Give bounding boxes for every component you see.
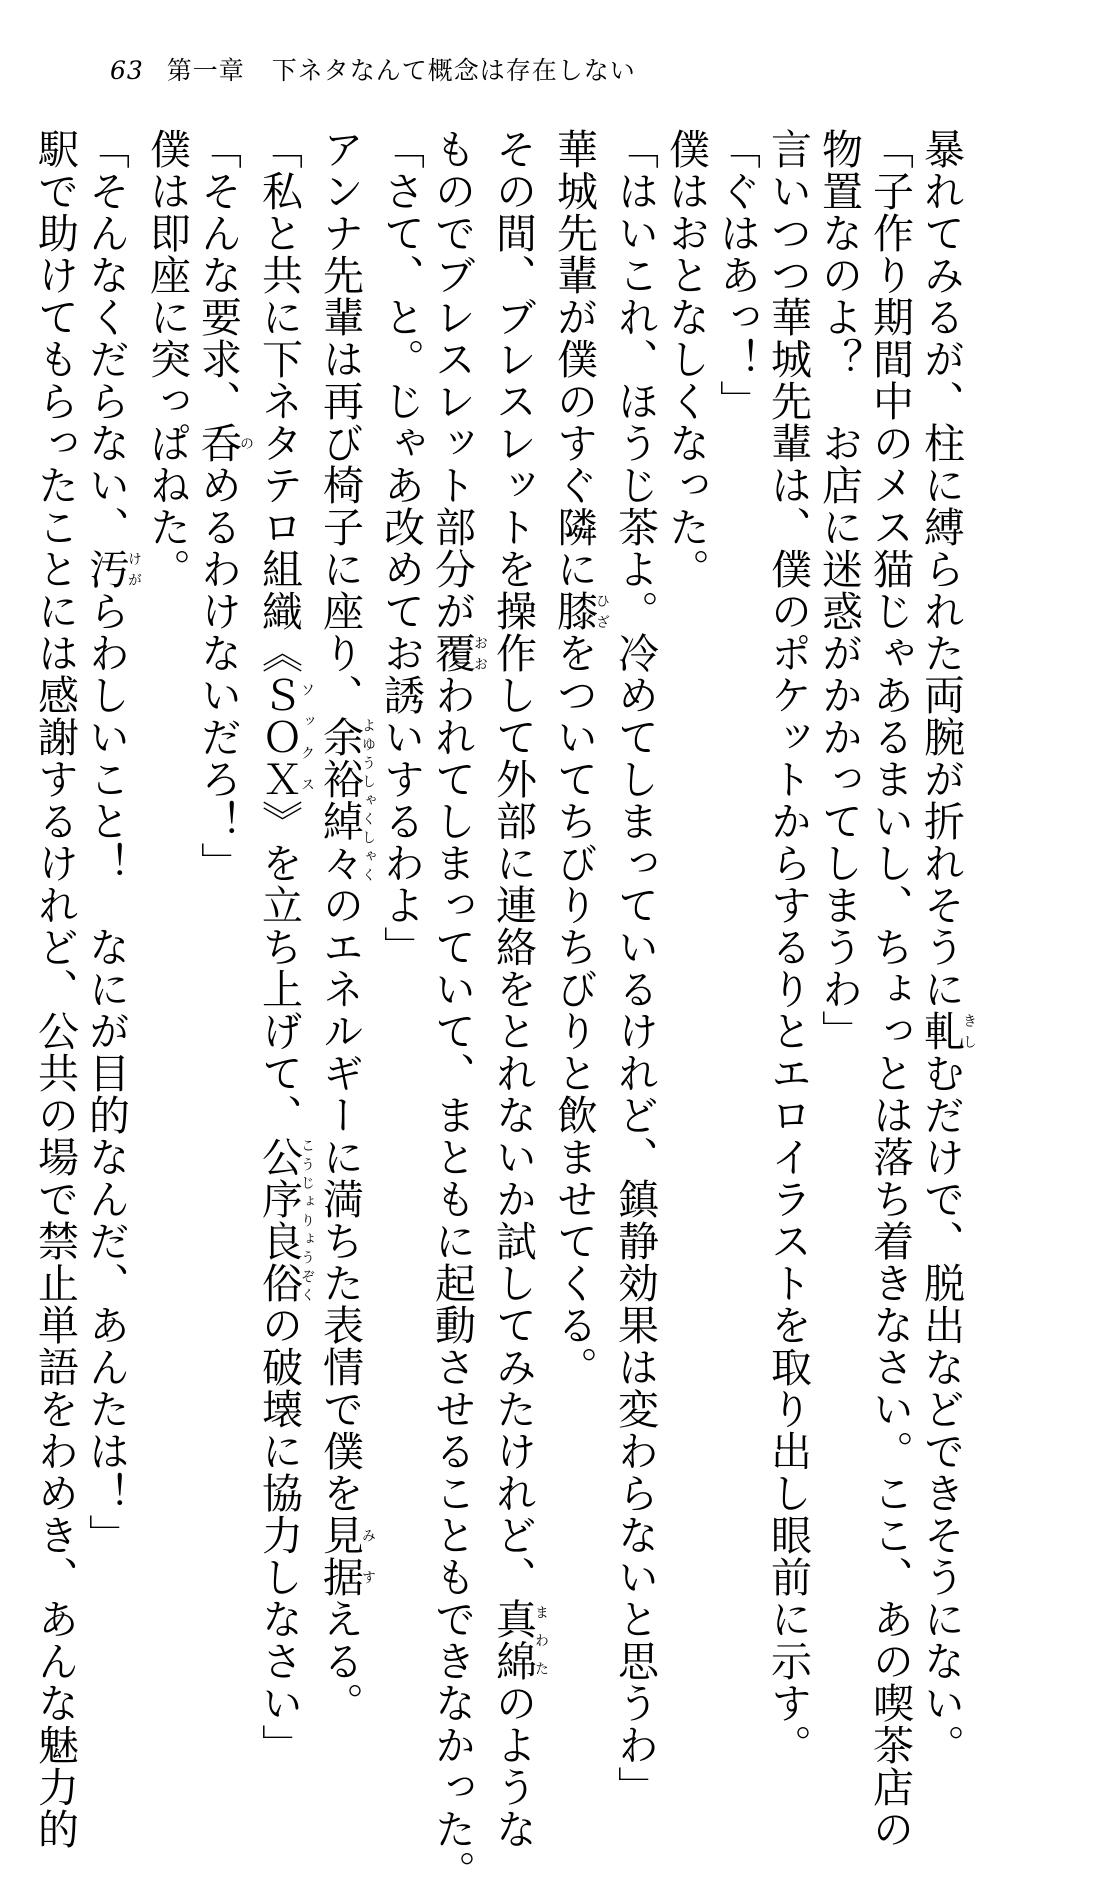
ruby-annotation: 膝ひざ bbox=[550, 590, 610, 632]
text-line: 物置なのよ？ お店に迷惑がかかってしまうわ」 bbox=[815, 128, 863, 1052]
ruby-annotation: 余裕綽々よゆうしゃくしゃく bbox=[316, 716, 376, 884]
ruby-annotation: ＳＯＸソックス bbox=[255, 674, 315, 800]
text-line: 華城先輩が僕のすぐ隣に膝ひざをついてちびりちびりと飲ませてくる。 bbox=[550, 128, 610, 1388]
ruby-annotation: 軋きし bbox=[917, 1010, 977, 1052]
ruby-annotation: 公序良俗こうじょりょうぞく bbox=[255, 1136, 315, 1304]
text-line: 僕はおとなしくなった。 bbox=[662, 128, 710, 590]
chapter-label: 第一章 bbox=[166, 56, 245, 85]
text-line: 駅で助けてもらったことには感謝するけれど、公共の場で禁止単語をわめき、あんな魅力的 bbox=[31, 128, 79, 1850]
ruby-annotation: 呑の bbox=[194, 422, 254, 464]
text-line: 「はいこれ、ほうじ茶よ。冷めてしまっているけれど、鎮静効果は変わらないと思うわ」 bbox=[611, 128, 659, 1808]
text-line: その間、ブレスレットを操作して外部に連絡をとれないか試してみたけれど、真綿まわたのような bbox=[489, 128, 549, 1850]
text-line: 「そんな要求、呑のめるわけないだろ！」 bbox=[194, 128, 254, 884]
ruby-annotation: 覆おお bbox=[428, 632, 488, 674]
ruby-annotation: 真綿まわた bbox=[489, 1598, 549, 1682]
chapter-title: 下ネタなんて概念は存在しない bbox=[271, 56, 636, 85]
text-line: 言いつつ華城先輩は、僕のポケットからするりとエロイラストを取り出し眼前に示す。 bbox=[764, 128, 812, 1766]
page-number: 63 bbox=[110, 56, 144, 85]
body-text bbox=[29, 128, 977, 1892]
ruby-annotation: 汚けが bbox=[82, 548, 142, 590]
page-header bbox=[110, 56, 636, 86]
text-line: アンナ先輩は再び椅子に座り、余裕綽々よゆうしゃくしゃくのエネルギーに満ちた表情で僕を見据みすえる。 bbox=[316, 128, 376, 1724]
text-line: 「そんなくだらない、汚けがらわしいこと！ なにが目的なんだ、あんたは！」 bbox=[82, 128, 142, 1556]
ruby-annotation: 見据みす bbox=[316, 1514, 376, 1598]
text-line: 「子作り期間中のメス猫じゃあるまいし、ちょっとは落ち着きなさい。ここ、あの喫茶店の bbox=[866, 128, 914, 1850]
text-line: 僕は即座に突っぱねた。 bbox=[143, 128, 191, 590]
text-line: 暴れてみるが、柱に縛られた両腕が折れそうに軋きしむだけで、脱出などできそうにない。 bbox=[917, 128, 977, 1766]
text-line: 「さて、と。じゃあ改めてお誘いするわよ」 bbox=[377, 128, 425, 968]
text-line: 「私と共に下ネタテロ組織《ＳＯＸソックス》を立ち上げて、公序良俗こうじょりょうぞくの破壊に協力しなさい」 bbox=[255, 128, 315, 1766]
text-line: ものでブレスレット部分が覆おおわれてしまっていて、まともに起動させることもできなかった。 bbox=[428, 128, 488, 1892]
text-line: 「ぐはあっ！」 bbox=[713, 128, 761, 422]
